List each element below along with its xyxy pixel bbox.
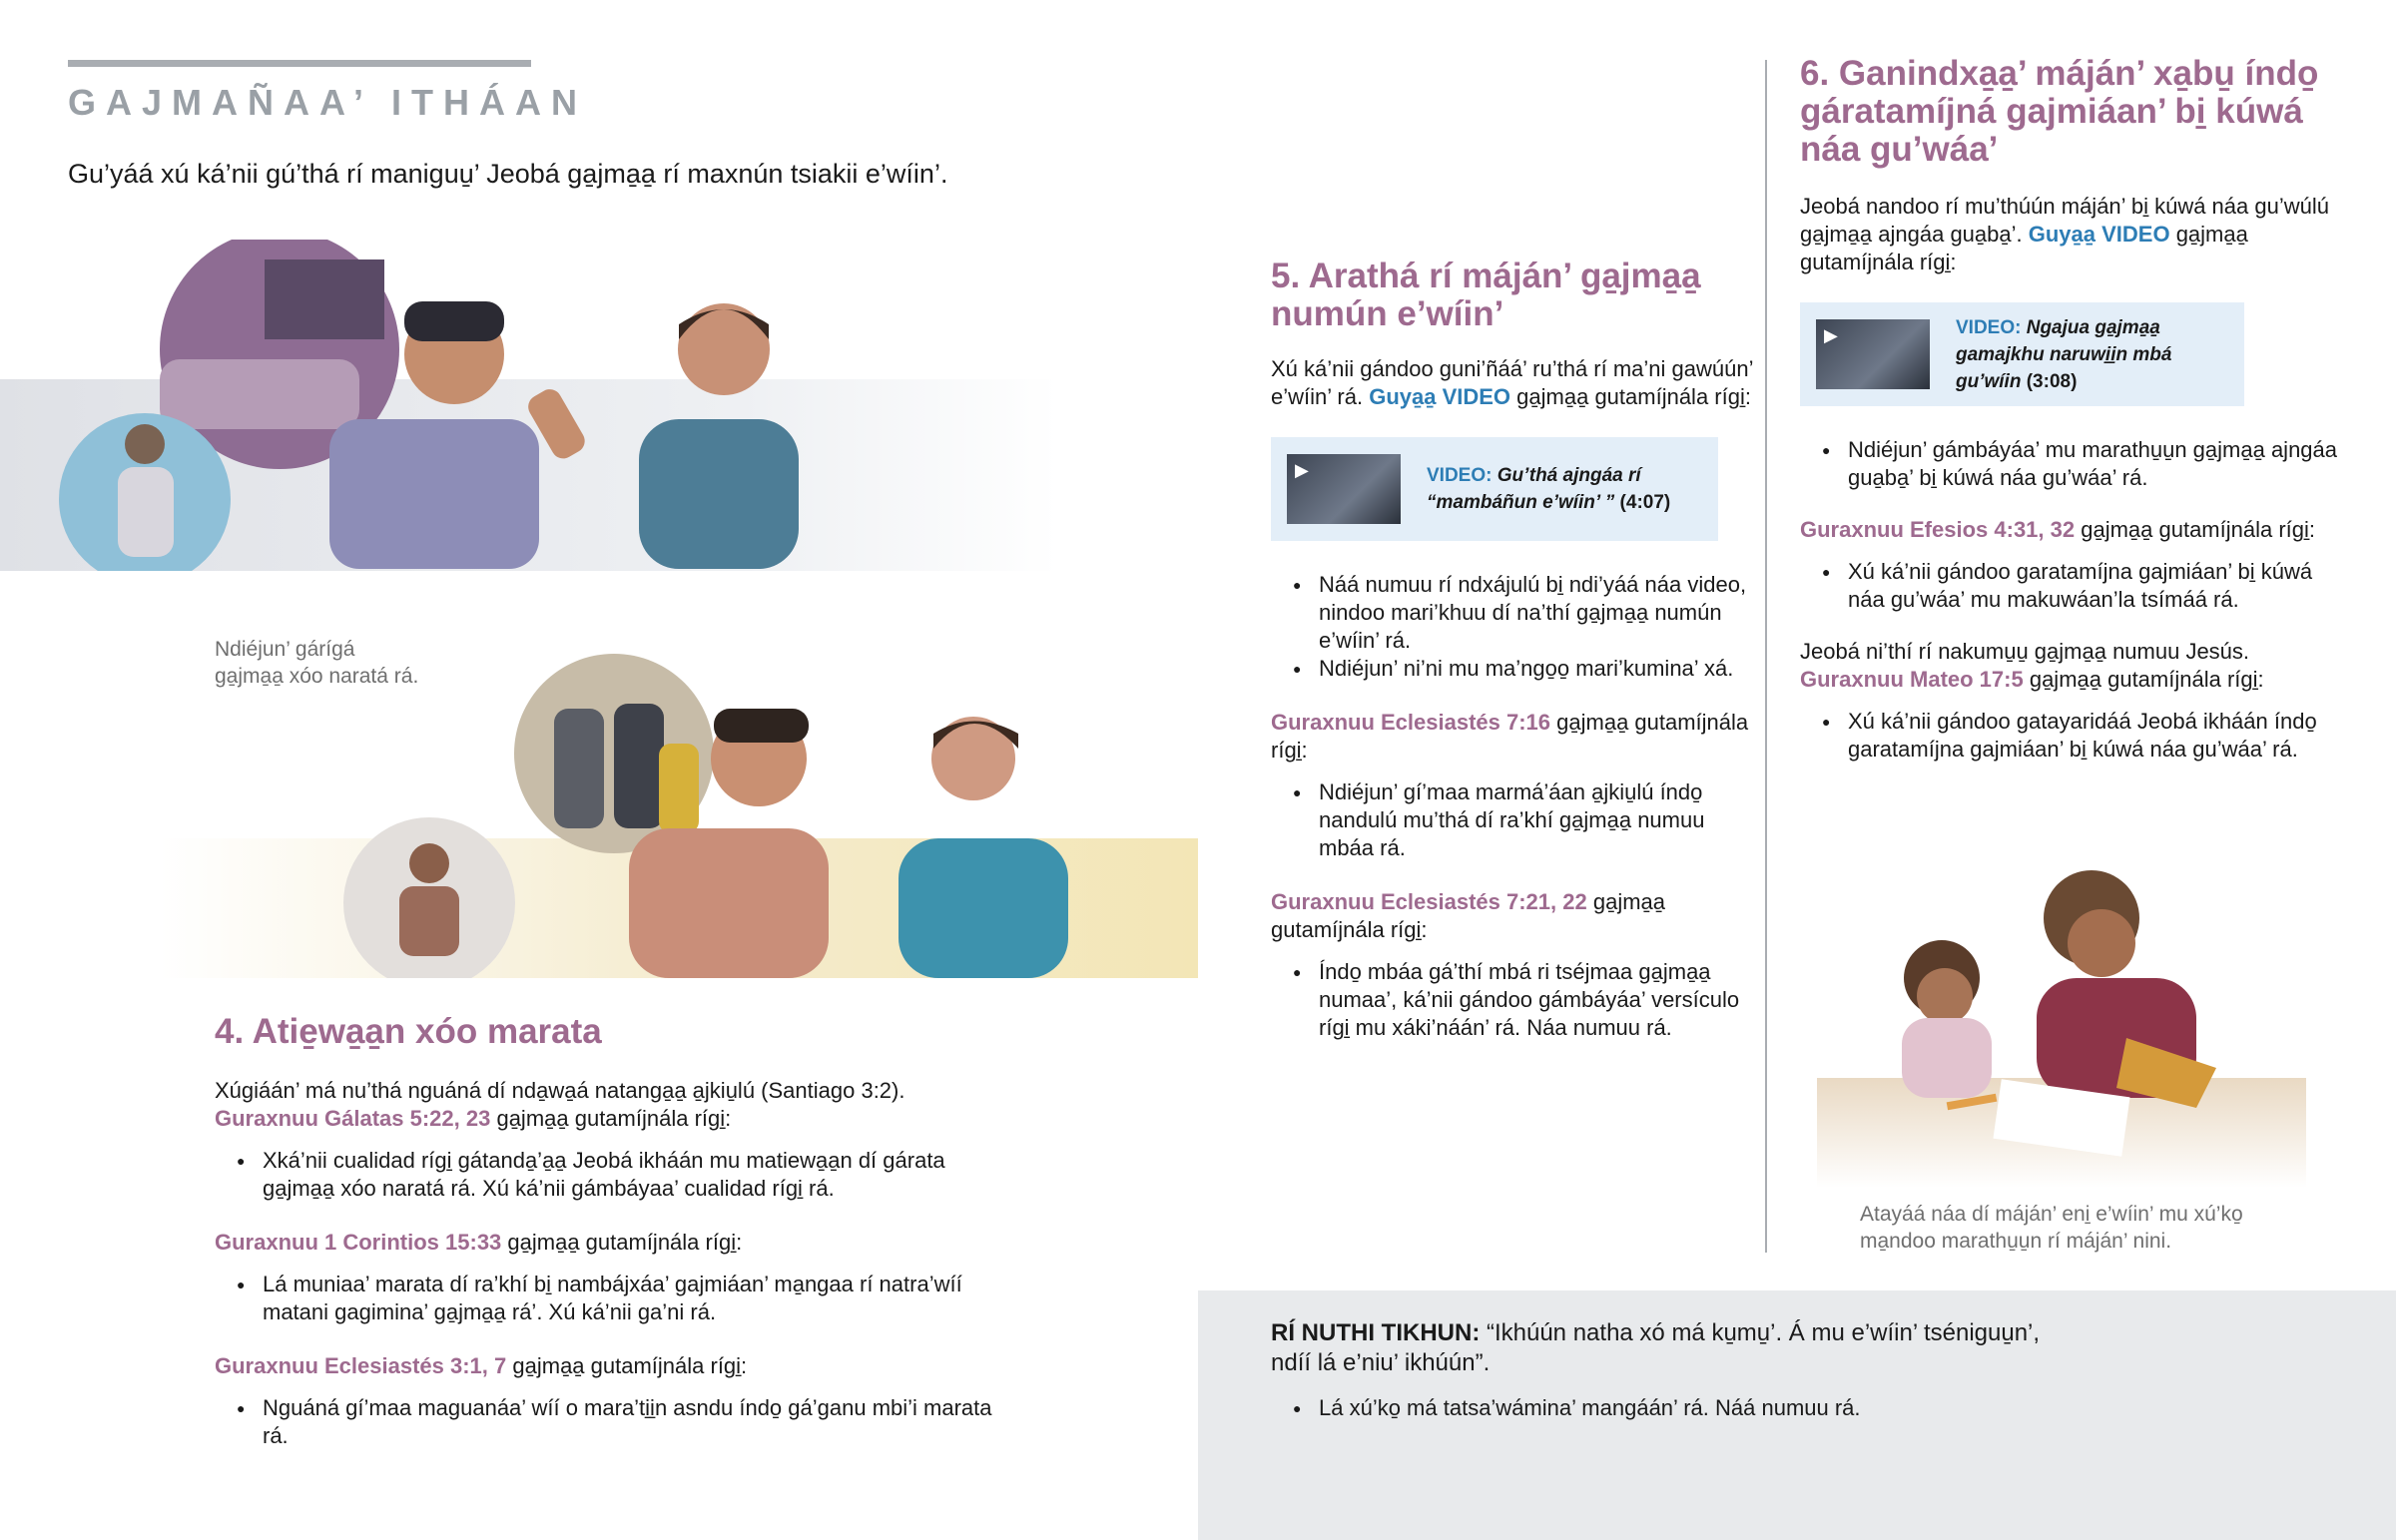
section-6: 6. Ganindxa̱a̱’ máján’ xa̱bu̱ índo̱ gáratamíjná gajmiáan’ bi̱ kúwá náa gu’wáa’ Jeobá nandoo rí mu’thúún máján’ bi̱ kúwá náa gu’wúlú ga̱jma̱a̱ ajngáa gua̱ba̱’. Guya̱a̱ VIDEO ga̱jma̱a̱ gutamíjnála rígi̱: ▶ VIDEO: Ngajua ga̱jma̱a̱ gamajkhu naruwi̱i̱n mbá gu’wíin (3:08) ● Ndiéjun’ gámbáyáa’ mu marathu̱u̱n ga̱jma̱a̱ ajngáa gua̱ba̱’ bi̱ kúwá náa gu’wáa’ rá. Guraxnuu Efesios 4:31, 32 ga̱jma̱a̱ gutamíjnála rígi̱: ● Xú ká’nii gándoo garatamíjna gajmiáan’ bi̱ kúwá náa gu’wáa’ mu makuwáan’la tsímáá rá. Jeobá ni’thí rí nakumu̱u̱ ga̱jma̱a̱ numuu Jesús. Guraxnuu Mateo 17:5 ga̱jma̱a̱ gutamíjnála rígi̱: ● Xú ká’nii gándoo gatayaridáá Jeobá ikháán índo̱ garatamíjna gajmiáan’ bi̱ kúwá náa gu’wáa’ rá. [1800, 55, 2339, 764]
scripture-ref-link[interactable]: Guraxnuu Eclesiastés 3:1, 7 [215, 1353, 507, 1378]
list-item: ● Nguáná gí’maa maguanáa’ wíí o mara’ti̱i̱n asndu índo̱ gá’ganu mbi’i marata rá. [215, 1394, 993, 1450]
section-5: 5. Arathá rí máján’ ga̱jma̱a̱ numún e’wíin’ Xú ká’nii gándoo guni’ñáá’ ru’thá rí ma’ni gawúún’ e’wíin’ rá. Guya̱a̱ VIDEO ga̱jma̱a̱ gutamíjnála rígi̱: ▶ VIDEO: Gu’thá ajngáa rí “mambáñun e’wíin’ ” (4:07) ● Náá numuu rí ndxájulú bi̱ ndi’yáá náa video, nindoo mari’khuu dí na’thí ga̱jma̱a̱ numún e’wíin’ rá. ● Ndiéjun’ ni’ni mu ma’ngo̱o̱ mari’kumina’ xá. Guraxnuu Eclesiastés 7:16 ga̱jma̱a̱ gutamíjnála rígi̱: ● Ndiéjun’ gí’maa marmá’áan a̱jkiu̱lú índo̱ nandulú mu’thá dí ra’khí ga̱jma̱a̱ numuu mbáa rá. Guraxnuu Eclesiastés 7:21, 22 ga̱jma̱a̱ gutamíjnála rígi̱: ● Índo̱ mbáa gá’thí mbá ri tséjmaa ga̱jma̱a̱ numaa’, ká’nii gándoo gámbáyáa’ versículo rígi̱ mu xáki’náán’ rá. Náa numuu rá. [1271, 257, 1758, 1042]
scripture-ref-link[interactable]: Guraxnuu Mateo 17:5 [1800, 667, 2024, 692]
video-duration: (4:07) [1619, 492, 1671, 513]
video-card-ngajua[interactable]: ▶ VIDEO: Ngajua ga̱jma̱a̱ gamajkhu naruwi̱i̱n mbá gu’wíin (3:08) [1800, 302, 2244, 406]
video-title: Gu’thá ajngáa rí “mambáñun e’wíin’ ” [1427, 465, 1641, 513]
section-4-heading: 4. Atie̱wa̱a̱n xóo marata [215, 1012, 602, 1051]
video-title: Ngajua ga̱jma̱a̱ gamajkhu naruwi̱i̱n mbá gu’wíin [1956, 316, 2172, 392]
bottom-title: RÍ NUTHI TIKHUN: [1271, 1319, 1481, 1346]
section-5-heading: 5. Arathá rí máján’ ga̱jma̱a̱ numún e’wíin’ [1271, 257, 1701, 333]
header-rule [68, 60, 531, 67]
bottom-question-panel: RÍ NUTHI TIKHUN: “Ikhúún natha xó má ku̱mu̱’. Á mu e’wíin’ tséniguu̱n’, ndíí lá e’niu’ ikhúún”. ● Lá xú’ko̱ má tatsa’wámina’ mangáán’ rá. Náá numuu rá. [1198, 1290, 2396, 1540]
section-6-heading: 6. Ganindxa̱a̱’ máján’ xa̱bu̱ índo̱ gáratamíjná gajmiáan’ bi̱ kúwá náa gu’wáa’ [1800, 54, 2319, 169]
jesus-line: Jeobá ni’thí rí nakumu̱u̱ ga̱jma̱a̱ numuu Jesús. [1800, 639, 2250, 664]
list-item: ● Xká’nii cualidad rígi̱ gátanda̱’a̱a̱ Jeobá ikháán mu matiewa̱a̱n dí gárata ga̱jma̱a̱ xóo naratá rá. Xú ká’nii gámbáyaa’ cualidad rígi̱ rá. [215, 1147, 993, 1203]
column-divider [1765, 60, 1767, 1253]
scripture-ref-link[interactable]: Guraxnuu Efesios 4:31, 32 [1800, 517, 2076, 542]
watch-video-link[interactable]: Guya̱a̱ VIDEO [2028, 222, 2170, 247]
list-item: ● Ndiéjun’ gí’maa marmá’áan a̱jkiu̱lú índo̱ nandulú mu’thá dí ra’khí ga̱jma̱a̱ numuu mbáa rá. [1271, 778, 1758, 862]
section-6-intro: Jeobá nandoo rí mu’thúún máján’ bi̱ kúwá náa gu’wúlú ga̱jma̱a̱ ajngáa gua̱ba̱’. Guya̱a̱ VIDEO ga̱jma̱a̱ gutamíjnála rígi̱: [1800, 194, 2329, 274]
page-title: GAJMAÑAA’ ITHÁAN [68, 82, 588, 123]
list-item: ● Ndiéjun’ gámbáyáa’ mu marathu̱u̱n ga̱jma̱a̱ ajngáa gua̱ba̱’ bi̱ kúwá náa gu’wáa’ rá. [1800, 436, 2339, 492]
list-item: ● Náá numuu rí ndxájulú bi̱ ndi’yáá náa video, nindoo mari’khuu dí na’thí ga̱jma̱a̱ numún e’wíin’ rá. [1271, 571, 1758, 655]
list-item: ● Lá muniaa’ marata dí ra’khí bi̱ nambájxáa’ gajmiáan’ ma̱ngaa rí natra’wíí matani gagimina’ ga̱jma̱a̱ rá’. Xú ká’nii ga’ni rá. [215, 1271, 993, 1326]
video-thumbnail [1287, 454, 1401, 524]
list-item: ● Índo̱ mbáa gá’thí mbá ri tséjmaa ga̱jma̱a̱ numaa’, ká’nii gándoo gámbáyáa’ versículo rígi̱ mu xáki’náán’ rá. Náa numuu rá. [1271, 958, 1758, 1042]
list-item: ● Ndiéjun’ ni’ni mu ma’ngo̱o̱ mari’kumina’ xá. [1271, 655, 1758, 683]
video-card-gutha-ajngaa[interactable]: ▶ VIDEO: Gu’thá ajngáa rí “mambáñun e’wíin’ ” (4:07) [1271, 437, 1718, 541]
illustration-mother-child [1797, 858, 2316, 1188]
play-icon: ▶ [1295, 460, 1309, 480]
section-5-intro: Xú ká’nii gándoo guni’ñáá’ ru’thá rí ma’ni gawúún’ e’wíin’ rá. Guya̱a̱ VIDEO ga̱jma̱a̱ gutamíjnála rígi̱: [1271, 356, 1753, 409]
caption-argument: Ndiéjun’ gárígá ga̱jma̱a̱ xóo naratá rá. [215, 638, 419, 688]
video-duration: (3:08) [2026, 370, 2078, 392]
section-4: 4. Atie̱wa̱a̱n xóo marata Xúgiáán’ má nu’thá nguáná dí nda̱wa̱á natanga̱a̱ a̱jkiu̱lú (Santiago 3:2). Guraxnuu Gálatas 5:22, 23 ga̱jma̱a̱ gutamíjnála rígi̱: ● Xká’nii cualidad rígi̱ gátanda̱’a̱a̱ Jeobá ikháán mu matiewa̱a̱n dí gárata ga̱jma̱a̱ xóo naratá rá. Xú ká’nii gámbáyaa’ cualidad rígi̱ rá. Guraxnuu 1 Corintios 15:33 ga̱jma̱a̱ gutamíjnála rígi̱: ● Lá muniaa’ marata dí ra’khí bi̱ nambájxáa’ gajmiáan’ ma̱ngaa rí natra’wíí matani gagimina’ ga̱jma̱a̱ rá’. Xú ká’nii ga’ni rá. Guraxnuu Eclesiastés 3:1, 7 ga̱jma̱a̱ gutamíjnála rígi̱: ● Nguáná gí’maa maguanáa’ wíí o mara’ti̱i̱n asndu índo̱ gá’ganu mbi’i marata rá. [215, 1013, 993, 1450]
list-item: ● Xú ká’nii gándoo garatamíjna gajmiáan’ bi̱ kúwá náa gu’wáa’ mu makuwáan’la tsímáá rá. [1800, 558, 2339, 614]
scripture-ref-link[interactable]: Guraxnuu 1 Corintios 15:33 [215, 1230, 502, 1255]
illustration-conversation [160, 649, 1198, 978]
scripture-ref-link[interactable]: Guraxnuu Eclesiastés 7:21, 22 [1271, 889, 1587, 914]
watch-video-link[interactable]: Guya̱a̱ VIDEO [1369, 384, 1511, 409]
play-icon: ▶ [1824, 325, 1838, 345]
scripture-ref-link[interactable]: Guraxnuu Gálatas 5:22, 23 [215, 1106, 491, 1131]
illustration-argument [0, 240, 1058, 571]
scripture-ref-link[interactable]: Guraxnuu Eclesiastés 7:16 [1271, 710, 1551, 735]
caption-mother-child: Atayáá náa dí máján’ eni̱ e’wíin’ mu xú’ko̱ ma̱ndoo marathu̱u̱n rí máján’ nini. [1860, 1203, 2243, 1253]
list-item: ● Xú ká’nii gándoo gatayaridáá Jeobá ikháán índo̱ garatamíjna gajmiáan’ bi̱ kúwá náa gu’wáa’ rá. [1800, 708, 2339, 764]
video-thumbnail [1816, 319, 1930, 389]
intro-text: Gu’yáá xú ká’nii gú’thá rí maniguu̱’ Jeobá ga̱jma̱a̱ rí maxnún tsiakii e’wíin’. [68, 159, 948, 189]
list-item: ● Lá xú’ko̱ má tatsa’wámina’ mangáán’ rá. Náá numuu rá. [1271, 1394, 2269, 1422]
section-4-intro: Xúgiáán’ má nu’thá nguáná dí nda̱wa̱á natanga̱a̱ a̱jkiu̱lú (Santiago 3:2). [215, 1078, 905, 1103]
